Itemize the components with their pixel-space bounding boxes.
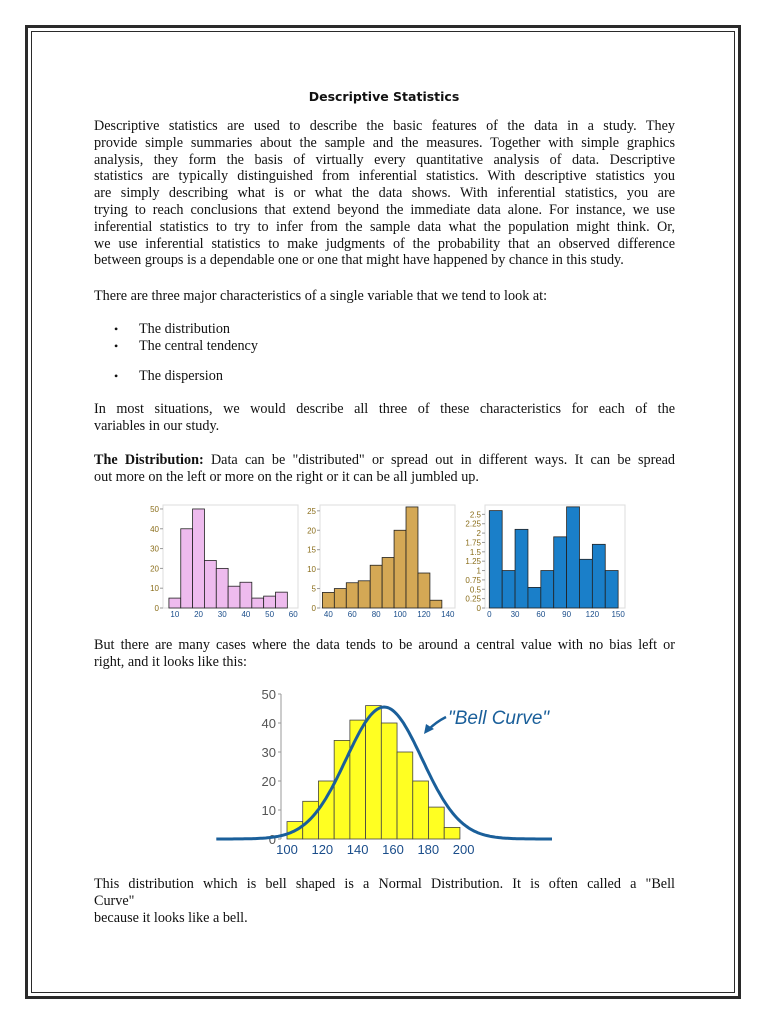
histogram-bar [252,598,264,608]
bell-curve-chart [0,680,768,865]
y-tick-label: 20 [261,774,276,789]
histogram-3 [465,505,625,619]
y-tick-label: 0 [311,604,316,613]
distribution-paragraph [94,452,675,486]
x-tick-label: 160 [382,842,404,857]
histogram-bar [228,586,240,608]
y-tick-label: 30 [150,544,159,554]
histogram-bar [418,573,430,608]
distribution-line: out more on the left or more on the right or it can be all jumbled up. [94,468,479,485]
histogram-bar [397,752,413,839]
histogram-bar [193,509,205,608]
histogram-bar [204,560,216,608]
y-tick-label: 2.5 [469,510,481,520]
y-tick-label: 50 [150,504,159,514]
y-tick-label: 20 [150,564,159,574]
histogram-bar [394,530,406,608]
histogram-bar [366,706,382,839]
histogram-bar [334,589,346,608]
y-tick-label: 30 [261,745,276,760]
distribution-line [94,452,675,469]
characteristics-intro: There are three major characteristics of a single variable that we tend to look at: [94,288,548,304]
histogram-bar [430,600,442,608]
histogram-bar [264,596,276,608]
intro-line: Descriptive statistics are used to describe the basic features of the data in a study. They [94,118,675,134]
histogram-bar [444,827,460,839]
histogram-bar [489,511,502,608]
distribution-heading: The Distribution: [94,452,204,468]
y-tick-label: 0 [476,604,481,613]
x-tick-label: 200 [452,842,475,857]
y-tick-label: 0.5 [469,585,481,595]
y-tick-label: 2.25 [465,519,481,529]
y-tick-label: 25 [307,506,316,516]
y-tick-label: 5 [311,584,316,594]
histogram-bar [181,529,193,608]
bullet-item: The central tendency [139,338,258,354]
histogram-bar [592,544,605,608]
histogram-1 [150,505,298,619]
histogram-bar [276,592,288,608]
situations-line: variables in our study. [94,417,220,434]
x-tick-label: 60 [536,610,546,619]
x-tick-label: 180 [417,842,440,857]
histogram-2 [307,505,455,619]
histogram-bar [605,571,618,608]
x-tick-label: 90 [562,610,572,619]
y-tick-label: 0 [154,604,159,613]
intro-line: between groups is a dependable one or one that might have happened by chance in this study. [94,252,624,269]
histogram-bar [515,529,528,608]
central-line: But there are many cases where the data tends to be around a central value with no bias left or [94,637,675,653]
bullet-item: The dispersion [139,368,223,384]
x-tick-label: 50 [265,610,275,619]
x-tick-label: 20 [194,610,203,619]
normal-line: Curve" [94,892,135,909]
x-tick-label: 30 [510,610,520,619]
intro-line: analysis, they form the basis of virtually every quantitative analysis of data. Descriptive [94,151,675,168]
histogram-bar [358,581,370,608]
x-tick-label: 120 [417,610,431,619]
y-tick-label: 2 [476,529,481,539]
y-tick-label: 0.25 [465,594,481,604]
normal-line: because it looks like a bell. [94,909,248,926]
y-tick-label: 1.75 [465,538,481,548]
intro-line: trying to reach conclusions that extend beyond the immediate data alone. For instance, we use [94,201,675,218]
x-tick-label: 40 [323,610,333,619]
y-tick-label: 0 [268,832,276,847]
central-paragraph [94,637,675,671]
bell-curve-annotation: "Bell Curve" [448,708,550,729]
intro-line: statistics are typically distinguished from inferential statistics. With descriptive statistics you [94,168,675,185]
y-tick-label: 10 [150,584,159,594]
x-tick-label: 100 [393,610,407,619]
histogram-bar [346,583,358,608]
intro-line: we use inferential statistics to make judgments of the probability that an observed difference [94,235,675,252]
bullet-marker: • [114,322,119,336]
y-tick-label: 0.75 [465,575,481,585]
y-tick-label: 1 [476,566,481,576]
x-tick-label: 140 [346,842,369,857]
intro-paragraph [94,118,675,269]
bullet-marker: • [114,369,119,383]
distribution-text: Data can be "distributed" or spread out in different ways. It can be spread [210,452,676,468]
x-tick-label: 10 [170,610,180,619]
histogram-bar [240,582,252,608]
histogram-bar [541,571,554,608]
x-tick-label: 80 [371,610,381,619]
histogram-bar [528,587,541,608]
histogram-bar [554,537,567,608]
histogram-bar [370,565,382,608]
y-tick-label: 10 [261,803,276,818]
y-tick-label: 1.5 [469,547,481,557]
histogram-bar [428,807,444,839]
normal-paragraph [94,876,675,926]
histogram-bar [216,568,228,608]
page-title: Descriptive Statistics [308,89,460,104]
histogram-bar [567,507,580,608]
y-tick-label: 10 [307,565,316,575]
intro-line: inferential statistics to try to infer from the sample data what the population might think. Or, [94,218,675,235]
bullet-marker: • [114,339,119,353]
histogram-bar [579,559,592,608]
x-tick-label: 0 [487,610,492,619]
y-tick-label: 40 [261,716,276,731]
intro-line: provide simple summaries about the sample and the measures. Together with simple graphics [94,134,675,151]
x-tick-label: 60 [288,610,298,619]
bullet-item: The distribution [139,321,231,337]
situations-line: In most situations, we would describe all three of these characteristics for each of the [94,401,675,417]
y-tick-label: 1.25 [465,557,481,567]
y-tick-label: 15 [307,545,316,555]
x-tick-label: 120 [311,842,334,857]
x-tick-label: 120 [585,610,600,619]
histogram-bar [322,592,334,608]
histogram-bar [413,781,429,839]
y-tick-label: 50 [261,687,276,702]
histogram-bar [406,507,418,608]
histogram-bar [381,723,397,839]
x-tick-label: 60 [347,610,357,619]
situations-paragraph [94,401,675,435]
normal-line: This distribution which is bell shaped is a Normal Distribution. It is often called a "Bell [94,876,675,892]
x-tick-label: 150 [611,610,625,619]
x-tick-label: 140 [441,610,455,619]
x-tick-label: 40 [241,610,251,619]
y-tick-label: 40 [150,524,159,534]
histogram-bar [382,557,394,608]
distribution-charts [0,500,768,630]
histogram-bar [169,598,181,608]
bell-curve-plot [216,687,552,857]
y-tick-label: 20 [307,526,316,536]
x-tick-label: 30 [217,610,227,619]
central-line: right, and it looks like this: [94,653,247,670]
intro-line: are simply describing what is or what the data shows. With inferential statistics, you are [94,185,675,202]
x-tick-label: 100 [276,842,298,857]
histogram-bar [502,571,515,608]
